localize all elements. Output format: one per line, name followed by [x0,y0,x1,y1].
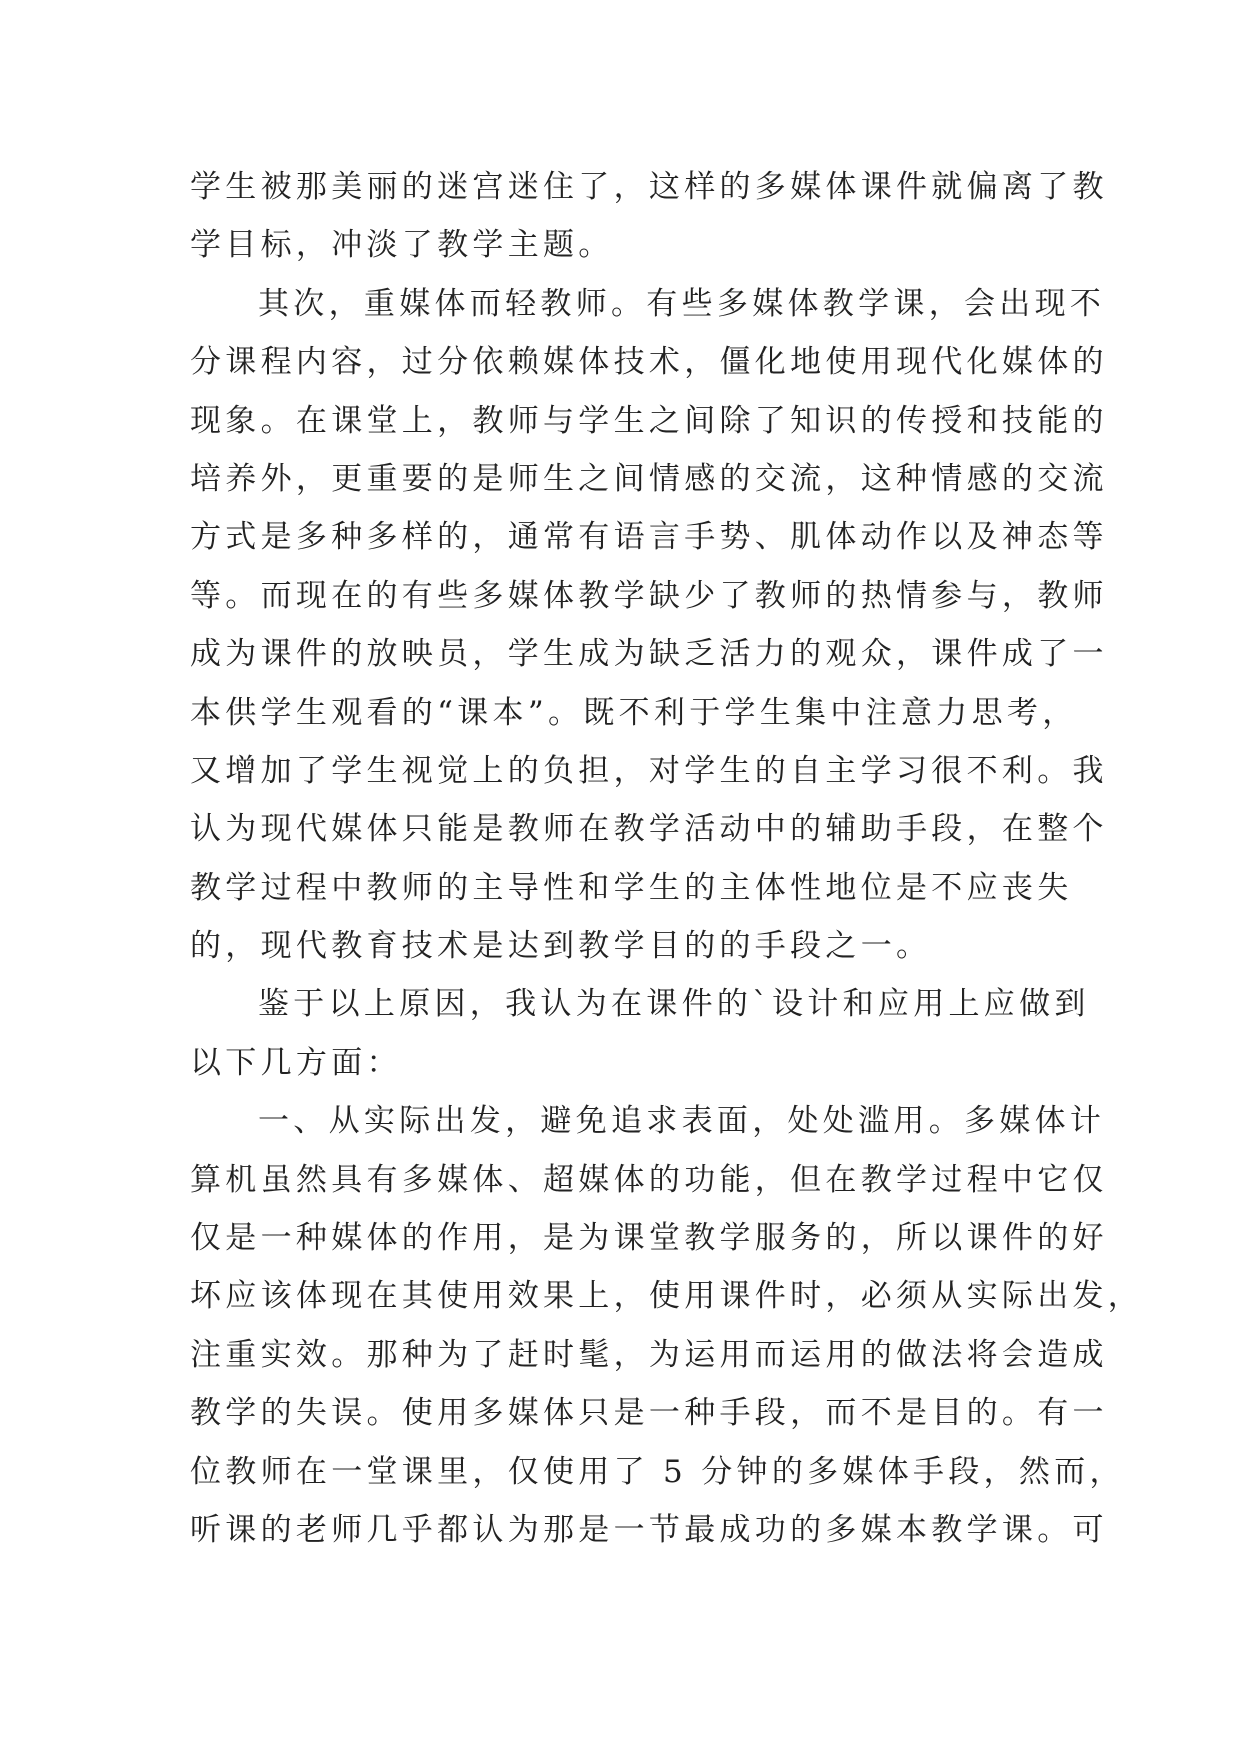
text-line: 学生被那美丽的迷宫迷住了，这样的多媒体课件就偏离了教 [190,169,1108,205]
text-line: 分课程内容，过分依赖媒体技术，僵化地使用现代化媒体的 [190,344,1108,381]
text-line: 仅是一种媒体的作用，是为课堂教学服务的，所以课件的好 [190,1220,1108,1257]
text-line: 又增加了学生视觉上的负担，对学生的自主学习很不利。我 [190,752,1108,789]
text-line: 现象。在课堂上，教师与学生之间除了知识的传授和技能的 [190,402,1108,439]
text-line: 坏应该体现在其使用效果上，使用课件时，必须从实际出发， [190,1278,1144,1315]
text-line: 鉴于以上原因，我认为在课件的`设计和应用上应做到 [258,986,1090,1023]
text-line: 本供学生观看的“课本”。既不利于学生集中注意力思考， [190,694,1078,731]
text-line: 教学的失误。使用多媒体只是一种手段，而不是目的。有一 [190,1395,1108,1432]
paragraph-2 [190,275,1108,976]
text-line: 的，现代教育技术是达到教学目的的手段之一。 [190,928,932,965]
text-line: 等。而现在的有些多媒体教学缺少了教师的热情参与，教师 [190,577,1108,614]
paragraph-1 [190,158,1108,275]
text-line: 方式是多种多样的，通常有语言手势、肌体动作以及神态等 [190,519,1108,556]
paragraph-3 [190,975,1090,1092]
text-line: 注重实效。那种为了赶时髦，为运用而运用的做法将会造成 [190,1336,1108,1373]
text-line: 学目标，冲淡了教学主题。 [190,227,614,264]
text-line: 听课的老师几乎都认为那是一节最成功的多媒本教学课。可 [190,1511,1108,1548]
text-line: 培养外，更重要的是师生之间情感的交流，这种情感的交流 [190,460,1108,497]
text-line: 教学过程中教师的主导性和学生的主体性地位是不应丧失 [190,869,1073,906]
text-line: 位教师在一堂课里，仅使用了 5 分钟的多媒体手段，然而， [190,1453,1125,1490]
text-line: 其次，重媒体而轻教师。有些多媒体教学课，会出现不 [258,285,1106,322]
text-line: 认为现代媒体只能是教师在教学活动中的辅助手段，在整个 [190,811,1108,848]
paragraph-4 [190,1092,1144,1559]
body-text [190,158,1144,1559]
text-line: 一、从实际出发，避免追求表面，处处滥用。多媒体计 [258,1103,1106,1140]
text-line: 以下几方面： [190,1044,402,1081]
text-line: 算机虽然具有多媒体、超媒体的功能，但在教学过程中它仅 [190,1161,1108,1198]
text-line: 成为课件的放映员，学生成为缺乏活力的观众，课件成了一 [190,636,1108,673]
